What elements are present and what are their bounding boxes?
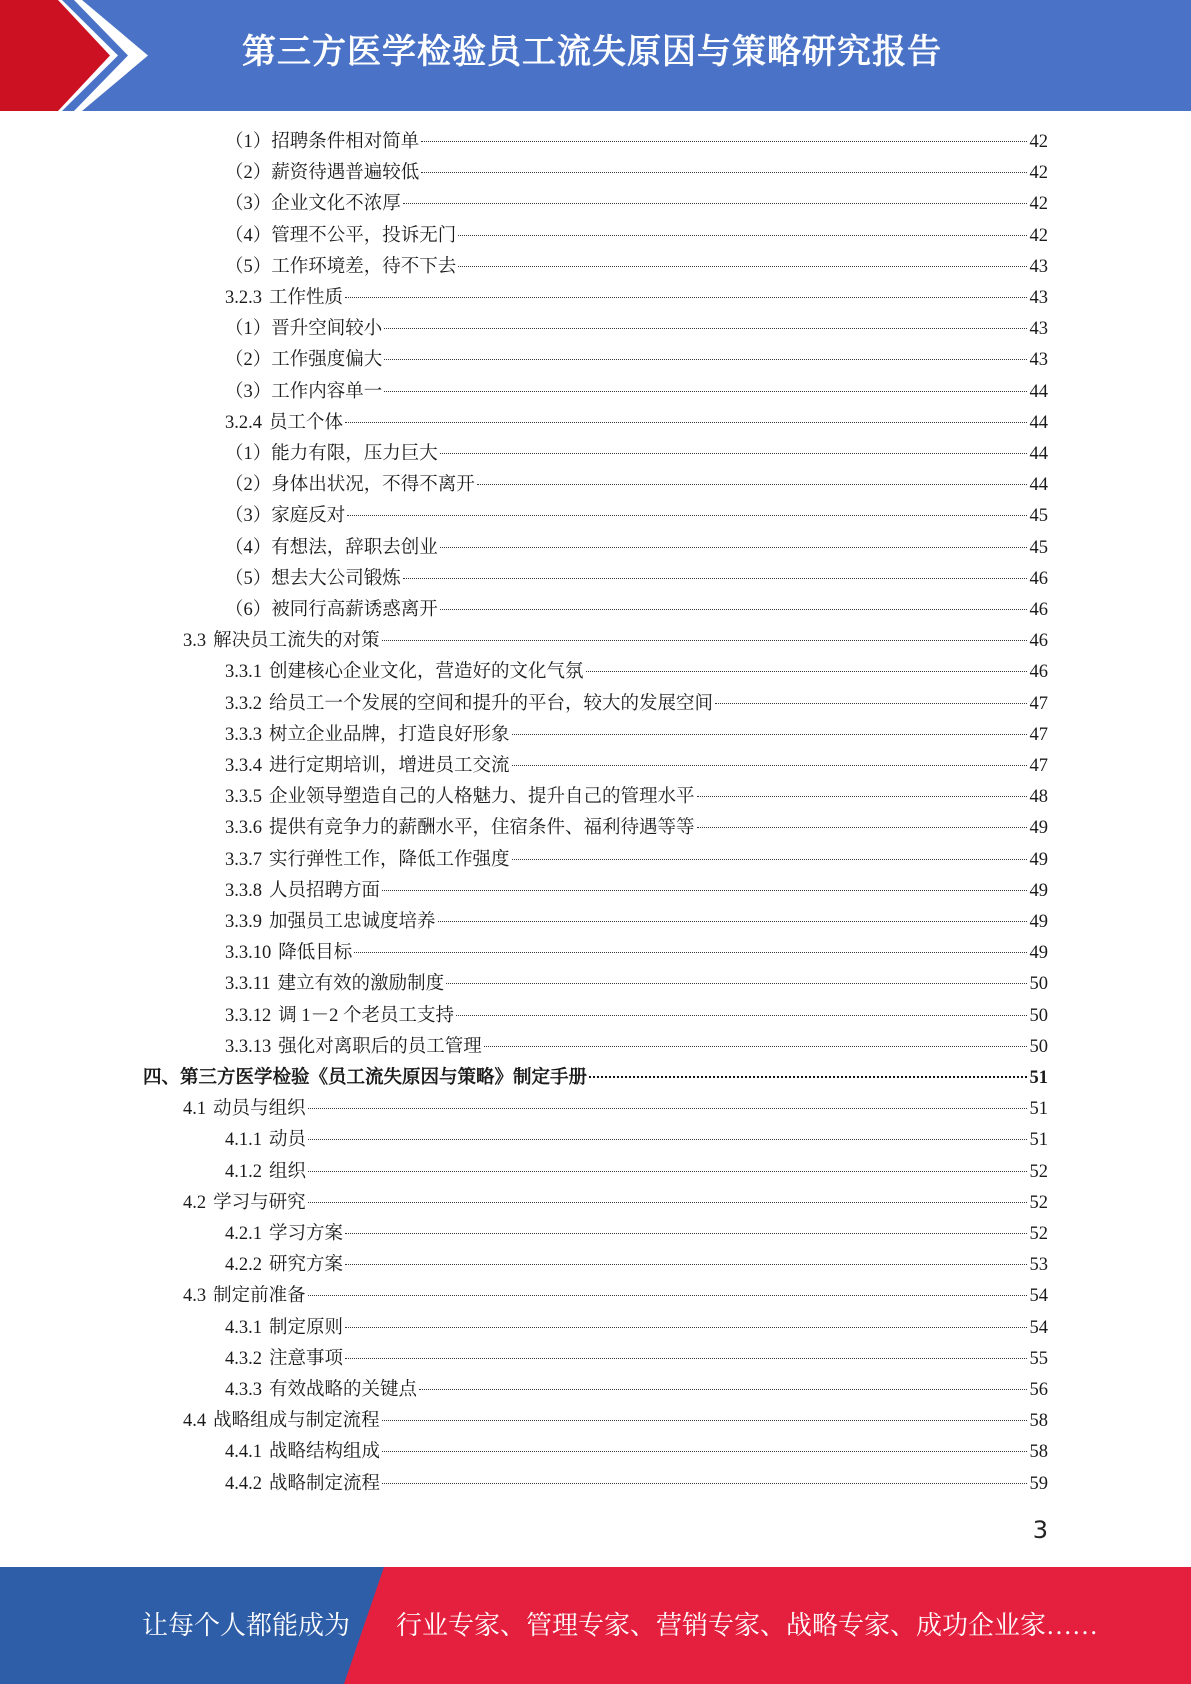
toc-entry-number: 4.3.1	[225, 1317, 262, 1338]
toc-entry-page: 45	[1029, 506, 1048, 527]
toc-entry-title: 管理不公平，投诉无门	[271, 225, 457, 246]
toc-entry-number: 4.1.1	[225, 1130, 262, 1151]
toc-entry-page: 43	[1029, 350, 1048, 371]
toc-dot-leader	[345, 297, 1026, 298]
toc-entry-title: 有想法，辞职去创业	[271, 537, 438, 558]
toc-dot-leader	[421, 172, 1026, 173]
toc-entry-page: 43	[1029, 256, 1048, 277]
toc-entry[interactable]	[225, 1250, 1048, 1281]
toc-entry-page: 51	[1029, 1130, 1048, 1151]
toc-entry-number: 3.3.8	[225, 880, 262, 901]
toc-entry-number: （5）	[225, 568, 272, 589]
toc-entry-page: 44	[1029, 475, 1048, 496]
toc-entry-number: 3.3.4	[225, 756, 262, 776]
toc-entry[interactable]	[225, 345, 1048, 376]
toc-entry-number: 4.4.2	[225, 1473, 262, 1494]
toc-entry[interactable]	[225, 689, 1048, 720]
toc-entry-page: 42	[1029, 194, 1048, 215]
toc-entry-page: 49	[1029, 818, 1048, 839]
footer-slogan: 让每个人都能成为	[142, 1611, 351, 1640]
toc-entry-page: 59	[1029, 1473, 1048, 1494]
toc-entry-page: 45	[1029, 537, 1048, 558]
toc-entry[interactable]	[225, 1344, 1048, 1375]
toc-entry-page: 48	[1029, 787, 1048, 808]
toc-entry-title: 给员工一个发展的空间和提升的平台，较大的发展空间	[269, 693, 714, 714]
page-number: 3	[1032, 1516, 1048, 1544]
toc-entry-title: 四、第三方医学检验《员工流失原因与策略》制定手册	[143, 1068, 588, 1088]
toc-dot-leader	[589, 1076, 1026, 1078]
toc-entry[interactable]	[225, 1001, 1048, 1032]
toc-entry-number: 3.3.6	[225, 818, 262, 839]
toc-entry[interactable]	[225, 969, 1048, 1000]
toc-dot-leader	[512, 859, 1027, 860]
toc-entry-page: 44	[1029, 381, 1048, 402]
toc-dot-leader	[403, 578, 1027, 579]
toc-entry[interactable]	[225, 1375, 1048, 1406]
toc-entry-number: 3.3.2	[225, 693, 262, 714]
toc-entry[interactable]	[183, 1188, 1048, 1219]
toc-dot-leader	[308, 1108, 1027, 1109]
toc-entry-title: 被同行高薪诱惑离开	[271, 600, 438, 620]
toc-entry[interactable]	[225, 564, 1048, 595]
toc-entry[interactable]	[225, 1219, 1048, 1250]
toc-dot-leader	[345, 1358, 1026, 1359]
toc-entry-page: 49	[1029, 849, 1048, 870]
toc-entry-title: 解决员工流失的对策	[213, 631, 380, 652]
toc-entry[interactable]	[225, 127, 1048, 158]
toc-entry-title: 身体出状况，不得不离开	[271, 475, 475, 496]
toc-entry-number: 4.3.3	[225, 1380, 262, 1400]
toc-entry-title: 强化对离职后的员工管理	[278, 1036, 482, 1057]
toc-entry-number: 4.4	[183, 1411, 207, 1432]
toc-entry-page: 44	[1029, 412, 1048, 433]
toc-dot-leader	[438, 921, 1027, 922]
toc-dot-leader	[308, 1139, 1026, 1140]
toc-dot-leader	[382, 1483, 1026, 1484]
toc-entry-number: （2）	[225, 350, 272, 371]
header-arrow-decoration	[0, 0, 160, 111]
toc-entry-title: 战略结构组成	[269, 1442, 381, 1463]
toc-entry-page: 52	[1029, 1224, 1048, 1244]
toc-entry-number: 4.3.2	[225, 1348, 262, 1369]
toc-dot-leader	[382, 640, 1027, 641]
toc-entry-page: 52	[1029, 1161, 1048, 1182]
toc-dot-leader	[440, 547, 1027, 548]
toc-entry-number: 3.3.7	[225, 849, 262, 870]
toc-entry-page: 49	[1029, 943, 1048, 964]
toc-entry-page: 43	[1029, 319, 1048, 340]
toc-entry-title: 企业领导塑造自己的人格魅力、提升自己的管理水平	[269, 787, 695, 808]
toc-entry-number: 3.3.1	[225, 662, 262, 683]
toc-entry[interactable]	[225, 1437, 1048, 1468]
toc-dot-leader	[345, 1264, 1026, 1265]
toc-entry[interactable]	[225, 439, 1048, 470]
toc-entry-title: 制定前准备	[213, 1286, 306, 1307]
toc-entry-page: 53	[1029, 1255, 1048, 1276]
toc-entry-number: 3.3.3	[225, 724, 262, 745]
toc-entry-number: 3.3.5	[225, 787, 262, 808]
toc-entry-page: 50	[1029, 1036, 1048, 1057]
toc-dot-leader	[586, 671, 1027, 672]
toc-entry-page: 44	[1029, 444, 1048, 464]
toc-entry-number: （3）	[225, 381, 272, 402]
toc-entry-number: （3）	[225, 194, 272, 215]
toc-entry[interactable]	[225, 252, 1048, 283]
toc-entry-number: 4.2	[183, 1192, 207, 1213]
toc-entry-number: 4.2.2	[225, 1255, 262, 1276]
toc-entry[interactable]	[225, 470, 1048, 501]
toc-entry[interactable]	[225, 907, 1048, 938]
toc-dot-leader	[458, 266, 1026, 267]
toc-entry[interactable]	[225, 657, 1048, 688]
toc-entry-number: （1）	[225, 132, 272, 152]
toc-entry-title: 进行定期培训，增进员工交流	[269, 756, 510, 776]
toc-entry-title: 调 1－2 个老员工支持	[278, 1005, 455, 1026]
toc-entry[interactable]	[225, 938, 1048, 969]
toc-dot-leader	[446, 983, 1026, 984]
toc-entry-title: 研究方案	[269, 1255, 344, 1276]
toc-entry[interactable]	[225, 314, 1048, 345]
toc-entry-page: 47	[1029, 756, 1048, 776]
toc-entry-number: 3.2.4	[225, 412, 262, 433]
toc-dot-leader	[345, 1327, 1026, 1328]
toc-entry-title: 建立有效的激励制度	[277, 974, 445, 995]
toc-dot-leader	[382, 1451, 1026, 1452]
page-header	[0, 0, 1191, 111]
toc-entry[interactable]	[225, 1125, 1048, 1156]
toc-entry-page: 50	[1029, 974, 1048, 995]
toc-entry[interactable]	[225, 845, 1048, 876]
toc-entry-title: 工作内容单一	[271, 381, 383, 402]
toc-entry-page: 42	[1029, 225, 1048, 246]
toc-entry-page: 42	[1029, 132, 1048, 152]
toc-entry[interactable]	[225, 377, 1048, 408]
toc-entry-number: （2）	[225, 475, 272, 496]
toc-entry-title: 能力有限，压力巨大	[271, 444, 438, 464]
toc-entry-page: 47	[1029, 693, 1048, 714]
toc-entry-title: 注意事项	[269, 1348, 344, 1369]
toc-dot-leader	[458, 235, 1026, 236]
toc-entry-number: （6）	[225, 600, 272, 620]
toc-entry-title: 树立企业品牌，打造良好形象	[269, 724, 510, 745]
toc-dot-leader	[512, 734, 1027, 735]
toc-entry[interactable]	[225, 189, 1048, 220]
toc-entry-number: 3.3.9	[225, 912, 262, 932]
toc-entry[interactable]	[225, 158, 1048, 189]
toc-entry[interactable]	[225, 408, 1048, 439]
toc-entry-page: 49	[1029, 880, 1048, 901]
toc-entry-page: 51	[1029, 1068, 1048, 1088]
toc-entry-number: 4.2.1	[225, 1224, 262, 1244]
toc-dot-leader	[456, 1015, 1026, 1016]
header-title: 第三方医学检验员工流失原因与策略研究报告	[242, 32, 942, 72]
toc-entry-page: 54	[1029, 1286, 1048, 1307]
toc-entry[interactable]	[225, 876, 1048, 907]
toc-entry-title: 动员	[269, 1130, 307, 1151]
toc-entry-number: 3.3.12	[225, 1005, 272, 1026]
toc-entry[interactable]	[225, 813, 1048, 844]
toc-dot-leader	[384, 391, 1026, 392]
toc-entry-page: 51	[1029, 1099, 1048, 1120]
toc-entry-title: 学习与研究	[213, 1192, 306, 1213]
toc-entry-number: （5）	[225, 256, 272, 277]
toc-entry-title: 提供有竞争力的薪酬水平，住宿条件、福利待遇等等	[269, 818, 695, 839]
toc-dot-leader	[484, 1046, 1027, 1047]
toc-entry-title: 制定原则	[269, 1317, 344, 1338]
toc-dot-leader	[715, 703, 1026, 704]
toc-entry-title: 工作强度偏大	[271, 350, 383, 371]
toc-entry-page: 58	[1029, 1411, 1048, 1432]
toc-entry-title: 创建核心企业文化，营造好的文化气氛	[269, 662, 584, 683]
toc-entry-number: 4.4.1	[225, 1442, 262, 1463]
toc-entry-page: 46	[1029, 662, 1048, 683]
toc-entry-number: （4）	[225, 537, 272, 558]
toc-entry-page: 47	[1029, 724, 1048, 745]
toc-entry[interactable]	[225, 720, 1048, 751]
toc-dot-leader	[403, 203, 1027, 204]
toc-dot-leader	[419, 1389, 1026, 1390]
toc-entry-title: 加强员工忠诚度培养	[269, 912, 436, 932]
toc-dot-leader	[354, 952, 1026, 953]
toc-entry-title: 想去大公司锻炼	[271, 568, 401, 589]
toc-entry-page: 50	[1029, 1005, 1048, 1026]
toc-entry-title: 学习方案	[269, 1224, 344, 1244]
toc-dot-leader	[384, 328, 1026, 329]
toc-entry-page: 56	[1029, 1380, 1048, 1400]
toc-entry-number: 3.3	[183, 631, 207, 652]
toc-entry-page: 46	[1029, 631, 1048, 652]
toc-entry-title: 战略组成与制定流程	[213, 1411, 380, 1432]
toc-entry-title: 有效战略的关键点	[269, 1380, 418, 1400]
toc-entry-number: 4.1	[183, 1099, 207, 1120]
toc-dot-leader	[308, 1202, 1027, 1203]
toc-entry-title: 招聘条件相对简单	[271, 132, 420, 152]
toc-dot-leader	[421, 141, 1026, 142]
toc-entry[interactable]	[225, 595, 1048, 626]
toc-entry-number: 4.3	[183, 1286, 207, 1307]
toc-entry-page: 54	[1029, 1317, 1048, 1338]
toc-entry-page: 46	[1029, 568, 1048, 589]
toc-entry-number: 3.2.3	[225, 288, 262, 308]
toc-entry-title: 薪资待遇普遍较低	[271, 163, 420, 184]
toc-entry-number: 3.3.10	[225, 943, 272, 964]
toc-entry-page: 43	[1029, 288, 1048, 308]
toc-entry-page: 58	[1029, 1442, 1048, 1463]
toc-dot-leader	[345, 422, 1026, 423]
toc-entry-title: 工作性质	[269, 288, 344, 308]
toc-entry-number: 4.1.2	[225, 1161, 262, 1182]
toc-entry-number: （4）	[225, 225, 272, 246]
toc-entry-number: （1）	[225, 319, 272, 340]
toc-entry-page: 55	[1029, 1348, 1048, 1369]
toc-dot-leader	[308, 1171, 1026, 1172]
toc-dot-leader	[345, 1233, 1026, 1234]
toc-entry[interactable]	[225, 533, 1048, 564]
toc-entry-title: 人员招聘方面	[269, 880, 381, 901]
toc-entry[interactable]	[225, 501, 1048, 532]
toc-entry-title: 晋升空间较小	[271, 319, 383, 340]
toc-dot-leader	[440, 453, 1027, 454]
page-footer	[0, 1567, 1191, 1684]
toc-dot-leader	[382, 1420, 1027, 1421]
toc-entry-page: 46	[1029, 600, 1048, 620]
toc-entry-number: 3.3.11	[225, 974, 271, 995]
toc-entry[interactable]	[183, 1281, 1048, 1312]
toc-entry[interactable]	[225, 751, 1048, 782]
toc-entry[interactable]	[225, 1157, 1048, 1188]
toc-entry[interactable]	[183, 1094, 1048, 1125]
toc-dot-leader	[440, 609, 1027, 610]
toc-entry[interactable]	[225, 283, 1048, 314]
toc-dot-leader	[477, 484, 1027, 485]
toc-entry-title: 实行弹性工作，降低工作强度	[269, 849, 510, 870]
toc-entry-page: 42	[1029, 163, 1048, 184]
toc-entry-title: 降低目标	[278, 943, 353, 964]
toc-dot-leader	[384, 359, 1026, 360]
toc-dot-leader	[347, 515, 1026, 516]
toc-entry[interactable]	[143, 1063, 1048, 1094]
toc-dot-leader	[697, 827, 1027, 828]
toc-entry-title: 企业文化不浓厚	[271, 194, 401, 215]
toc-entry[interactable]	[225, 782, 1048, 813]
toc-entry-page: 49	[1029, 912, 1048, 932]
toc-dot-leader	[382, 890, 1026, 891]
toc-entry[interactable]	[225, 1032, 1048, 1063]
toc-entry[interactable]	[225, 1313, 1048, 1344]
toc-entry-number: 3.3.13	[225, 1036, 272, 1057]
toc-dot-leader	[308, 1295, 1027, 1296]
toc-entry-title: 动员与组织	[213, 1099, 306, 1120]
toc-entry-title: 员工个体	[269, 412, 344, 433]
toc-entry[interactable]	[225, 1469, 1048, 1500]
toc-dot-leader	[697, 796, 1027, 797]
toc-entry[interactable]	[225, 221, 1048, 252]
footer-roles: 行业专家、管理专家、营销专家、战略专家、成功企业家……	[396, 1611, 1099, 1640]
toc-entry-title: 战略制定流程	[269, 1473, 381, 1494]
toc-entry-title: 工作环境差，待不下去	[271, 256, 457, 277]
toc-entry[interactable]	[183, 626, 1048, 657]
toc-entry[interactable]	[183, 1406, 1048, 1437]
toc-entry-number: （1）	[225, 444, 272, 464]
toc-entry-title: 家庭反对	[271, 506, 346, 527]
toc-entry-number: （2）	[225, 163, 272, 184]
toc-dot-leader	[512, 765, 1027, 766]
toc-entry-title: 组织	[269, 1161, 307, 1182]
toc-entry-number: （3）	[225, 506, 272, 527]
toc-entry-page: 52	[1029, 1192, 1048, 1213]
